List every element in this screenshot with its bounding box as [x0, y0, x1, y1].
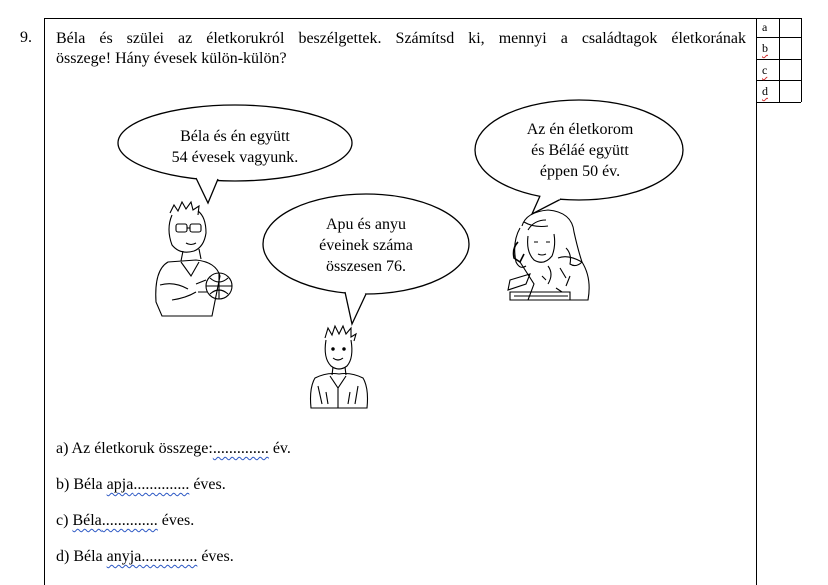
question-line-2: összege! Hány évesek külön-külön?	[56, 50, 287, 67]
score-label-c: c	[762, 63, 768, 77]
mom-figure	[508, 210, 589, 300]
question-number: 9.	[20, 29, 32, 46]
answer-b: b) Béla apja.............. éves.	[56, 476, 226, 493]
answer-a-blank[interactable]: ..............	[212, 440, 269, 457]
bela-figure	[156, 202, 232, 316]
bela-bubble-text: Béla és én együtt 54 évesek vagyunk.	[171, 128, 299, 166]
answer-d-blank[interactable]: ..............	[141, 548, 198, 565]
question-line-1: Béla és szülei az életkorukról beszélgettek. Számítsd ki, mennyi a családtagok életkorának	[56, 30, 746, 47]
score-label-b: b	[762, 41, 768, 55]
kid-figure	[311, 326, 368, 408]
answer-d: d) Béla anyja.............. éves.	[56, 548, 234, 565]
mom-bubble-text: Az én életkorom és Béláé együtt éppen 50 év.	[526, 121, 634, 180]
kid-bubble-text: Apu és anyu éveinek száma összesen 76.	[319, 216, 413, 275]
answer-a: a) Az életkoruk összege:.............. év.	[56, 440, 291, 457]
score-label-a: a	[762, 20, 768, 34]
answer-c: c) Béla.............. éves.	[56, 512, 195, 529]
score-label-d: d	[762, 84, 768, 98]
answer-b-blank[interactable]: ..............	[133, 476, 190, 493]
answer-c-blank[interactable]: ..............	[101, 512, 158, 529]
